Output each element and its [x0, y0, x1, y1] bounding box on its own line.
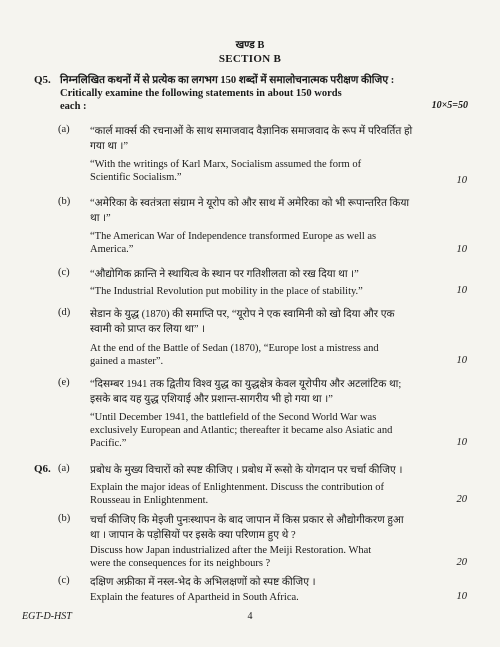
item-hindi [90, 196, 450, 226]
item-marks: 20 [456, 494, 467, 505]
item-hindi [90, 307, 450, 337]
q5-instruction-hindi: निम्नलिखित कथनों में से प्रत्येक का लगभग 150 शब्दों में समालोचनात्मक परीक्षण कीजिए : [60, 75, 395, 86]
item-label: (d) [58, 307, 71, 318]
english-line: Rousseau in Enlightenment. [90, 495, 209, 506]
hindi-line: स्वामी को प्राप्त कर लिया था” । [90, 324, 206, 335]
question-number-q5: Q5. [34, 74, 51, 86]
hindi-line: था । जापान के पड़ोसियों पर इसके क्या परिणाम हुए थे ? [90, 530, 296, 541]
hindi-line: था ।” [90, 213, 111, 224]
page-number: 4 [247, 611, 253, 622]
paper-code: EGT-D-HST [22, 611, 72, 622]
english-line: “Until December 1941, the battlefield of the Second World War was [90, 412, 377, 423]
item-hindi [90, 513, 450, 543]
item-marks: 10 [456, 175, 467, 186]
item-hindi [90, 575, 450, 590]
item-english [90, 285, 450, 298]
question-number-q6: Q6. [34, 463, 51, 475]
item-label: (c) [58, 267, 70, 278]
english-line: gained a master”. [90, 356, 164, 367]
english-line: At the end of the Battle of Sedan (1870), “Europe lost a mistress and [90, 343, 379, 354]
english-line: “With the writings of Karl Marx, Socialism assumed the form of [90, 159, 362, 170]
item-marks: 10 [456, 355, 467, 366]
english-line: America.” [90, 244, 134, 255]
english-line: Scientific Socialism.” [90, 172, 182, 183]
item-marks: 10 [456, 437, 467, 448]
english-line: Pacific.” [90, 438, 127, 449]
item-hindi [90, 377, 450, 407]
item-english [90, 591, 450, 604]
hindi-line: “कार्ल मार्क्स की रचनाओं के साथ समाजवाद वैज्ञानिक समाजवाद के रूप में परिवर्तित हो [90, 126, 413, 137]
q5-instruction [60, 74, 470, 113]
q5-instruction-english-line2: each : [60, 101, 87, 112]
item-english [90, 544, 450, 570]
item-marks: 10 [456, 591, 467, 602]
q5-instruction-english-line1: Critically examine the following statements in about 150 words [60, 88, 342, 99]
item-hindi [90, 267, 450, 282]
section-title-english: SECTION B [218, 53, 282, 65]
english-line: Explain the major ideas of Enlightenment. Discuss the contribution of [90, 482, 384, 493]
hindi-line: “अमेरिका के स्वतंत्रता संग्राम ने यूरोप को और साथ में अमेरिका को भी रूपान्तरित किया [90, 198, 410, 209]
item-label: (a) [58, 124, 70, 135]
item-label: (c) [58, 575, 70, 586]
hindi-line: चर्चा कीजिए कि मेइजी पुनःस्थापन के बाद जापान में किस प्रकार से औद्योगीकरण हुआ [90, 515, 404, 526]
english-line: Discuss how Japan industrialized after the Meiji Restoration. What [90, 545, 372, 556]
english-line: Explain the features of Apartheid in South Africa. [90, 592, 299, 603]
item-english [90, 481, 450, 507]
item-label: (e) [58, 377, 70, 388]
hindi-line: दक्षिण अफ्रीका में नस्ल-भेद के अभिलक्षणों को स्पष्ट कीजिए । [90, 577, 316, 588]
item-marks: 20 [456, 557, 467, 568]
hindi-line: “दिसम्बर 1941 तक द्वितीय विश्व युद्ध का युद्धक्षेत्र केवल यूरोपीय और अटलांटिक था; [90, 379, 402, 390]
item-english [90, 411, 450, 450]
hindi-line: सेडान के युद्ध (1870) की समाप्ति पर, “यूरोप ने एक स्वामिनी को खो दिया और एक [90, 309, 395, 320]
hindi-line: प्रबोध के मुख्य विचारों को स्पष्ट कीजिए । प्रबोध में रूसो के योगदान पर चर्चा कीजिए । [90, 465, 403, 476]
item-english [90, 158, 450, 184]
item-label: (b) [58, 513, 71, 524]
english-line: “The American War of Independence transformed Europe as well as [90, 231, 377, 242]
section-title-hindi: खण्ड B [235, 40, 265, 51]
hindi-line: “औद्योगिक क्रान्ति ने स्थायित्व के स्थान पर गतिशीलता को रख दिया था ।” [90, 269, 359, 280]
english-line: “The Industrial Revolution put mobility in the place of stability.” [90, 286, 363, 297]
item-marks: 10 [456, 285, 467, 296]
item-hindi [90, 463, 450, 478]
english-line: exclusively European and Atlantic; thereafter it became also Asiatic and [90, 425, 393, 436]
english-line: were the consequences for its neighbours ? [90, 558, 271, 569]
item-label: (a) [58, 463, 70, 474]
q5-total-marks: 10×5=50 [431, 100, 468, 111]
item-english [90, 230, 450, 256]
item-label: (b) [58, 196, 71, 207]
hindi-line: गया था ।” [90, 141, 129, 152]
item-hindi [90, 124, 450, 154]
hindi-line: इसके बाद यह युद्ध एशियाई और प्रशान्त-सागरीय भी हो गया था ।” [90, 394, 333, 405]
item-marks: 10 [456, 244, 467, 255]
item-english [90, 342, 450, 368]
